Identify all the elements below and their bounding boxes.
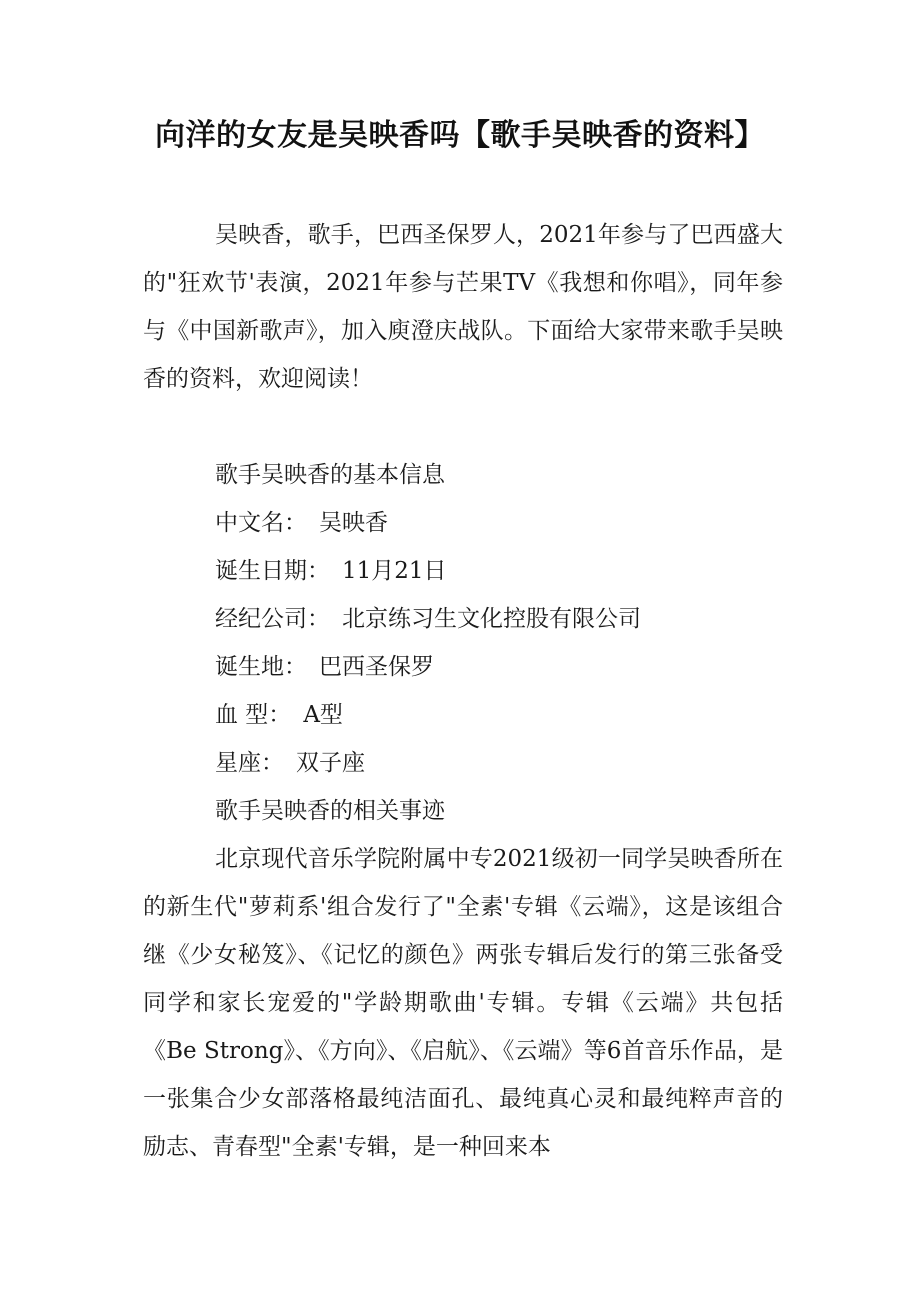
info-value: 吴映香 [319,510,388,536]
info-value: 北京练习生文化控股有限公司 [342,606,641,632]
info-row-birth-date [215,547,815,595]
info-label: 诞生日期： [215,558,330,584]
info-row-birthplace [215,643,815,691]
info-value: 11月21日 [342,558,447,584]
info-row-chinese-name [215,499,815,547]
document-title: 向洋的女友是吴映香吗【歌手吴映香的资料】 [155,118,765,153]
info-row-agency [215,595,815,643]
deeds-heading: 歌手吴映香的相关事迹 [215,798,445,824]
basic-info-heading: 歌手吴映香的基本信息 [215,462,445,488]
info-value: A型 [303,702,343,728]
info-row-zodiac [215,739,815,787]
deeds-paragraph: 北京现代音乐学院附属中专2021级初一同学吴映香所在的新生代"萝莉系'组合发行了"全素'专辑《云端》，这是该组合继《少女秘笈》、《记忆的颜色》两张专辑后发行的第三张备受同学和家长宠爱的"学龄期歌曲'专辑。专辑《云端》共包括《Be Strong》、《方向》、《启航》、《云端》等6首音乐作品，是一张集合少女部落格最纯洁面孔、最纯真心灵和最纯粹声音的励志、青春型"全素'专辑，是一种回来本 [143,846,783,1160]
info-label: 血 型： [215,702,292,728]
info-label: 诞生地： [215,654,307,680]
info-row-blood-type [215,691,815,739]
info-value: 巴西圣保罗 [319,654,434,680]
basic-info-list [215,451,815,787]
info-label: 经纪公司： [215,606,330,632]
info-value: 双子座 [296,750,365,776]
info-label: 星座： [215,750,284,776]
info-label: 中文名： [215,510,307,536]
deeds-section [215,787,815,835]
intro-paragraph: 吴映香，歌手，巴西圣保罗人，2021年参与了巴西盛大的"狂欢节'表演，2021年参与芒果TV《我想和你唱》，同年参与《中国新歌声》，加入庾澄庆战队。下面给大家带来歌手吴映香的资料，欢迎阅读！ [143,222,783,392]
